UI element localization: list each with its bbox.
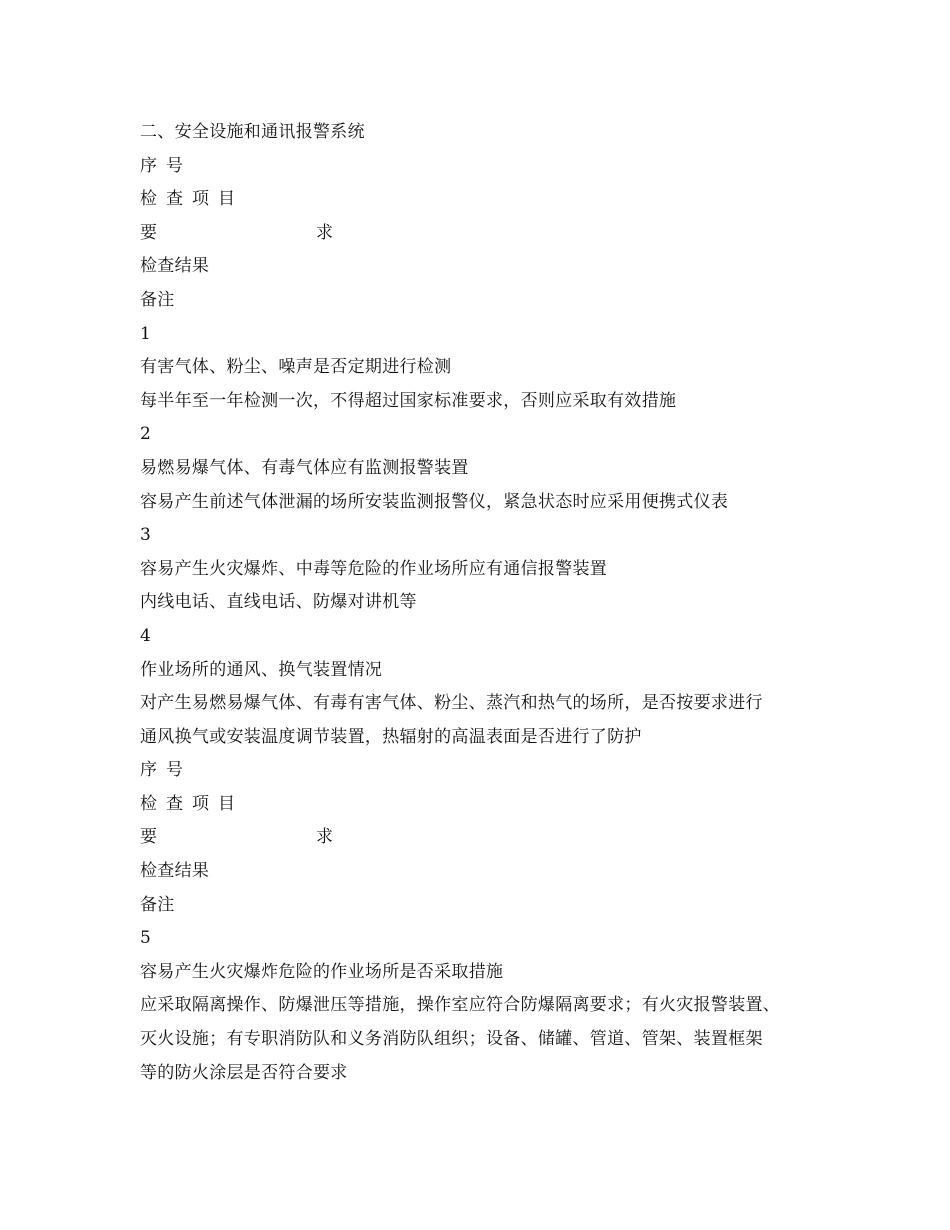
row-number: 3 xyxy=(140,525,152,546)
header-requirement-a: 要 xyxy=(140,827,158,848)
row-item: 容易产生火灾爆炸、中毒等危险的作业场所应有通信报警装置 xyxy=(140,558,608,579)
header-seq: 序号 xyxy=(140,760,192,781)
header-requirement xyxy=(140,217,840,251)
row-number: 4 xyxy=(140,625,152,646)
header-result: 检查结果 xyxy=(140,861,210,882)
row-requirement: 等的防火涂层是否符合要求 xyxy=(140,1062,348,1083)
header-item: 检查项目 xyxy=(140,793,244,814)
row-item: 易燃易爆气体、有毒气体应有监测报警装置 xyxy=(140,457,469,478)
row-requirement: 每半年至一年检测一次，不得超过国家标准要求，否则应采取有效措施 xyxy=(140,390,677,411)
row-requirement: 灭火设施；有专职消防队和义务消防队组织；设备、储罐、管道、管架、装置框架 xyxy=(140,1029,763,1050)
row-requirement: 容易产生前述气体泄漏的场所安装监测报警仪，紧急状态时应采用便携式仪表 xyxy=(140,491,729,512)
header-item: 检查项目 xyxy=(140,189,244,210)
row-number: 5 xyxy=(140,928,152,949)
header-result: 检查结果 xyxy=(140,256,210,277)
header-requirement-b: 求 xyxy=(316,222,334,243)
section-title: 二、安全设施和通讯报警系统 xyxy=(140,122,365,142)
header-note: 备注 xyxy=(140,894,175,915)
row-item: 有害气体、粉尘、噪声是否定期进行检测 xyxy=(140,357,452,378)
header-requirement xyxy=(140,821,840,855)
row-requirement: 对产生易燃易爆气体、有毒有害气体、粉尘、蒸汽和热气的场所，是否按要求进行 xyxy=(140,693,763,714)
header-seq: 序号 xyxy=(140,155,192,176)
document-body xyxy=(140,116,840,1090)
header-note: 备注 xyxy=(140,289,175,310)
row-item: 作业场所的通风、换气装置情况 xyxy=(140,659,383,680)
row-item: 容易产生火灾爆炸危险的作业场所是否采取措施 xyxy=(140,961,504,982)
row-number: 1 xyxy=(140,323,152,344)
header-requirement-a: 要 xyxy=(140,222,158,243)
row-number: 2 xyxy=(140,424,152,445)
row-requirement: 应采取隔离操作、防爆泄压等措施，操作室应符合防爆隔离要求；有火灾报警装置、 xyxy=(140,995,781,1016)
row-requirement: 内线电话、直线电话、防爆对讲机等 xyxy=(140,592,417,613)
row-requirement: 通风换气或安装温度调节装置，热辐射的高温表面是否进行了防护 xyxy=(140,726,642,747)
header-requirement-b: 求 xyxy=(316,827,334,848)
